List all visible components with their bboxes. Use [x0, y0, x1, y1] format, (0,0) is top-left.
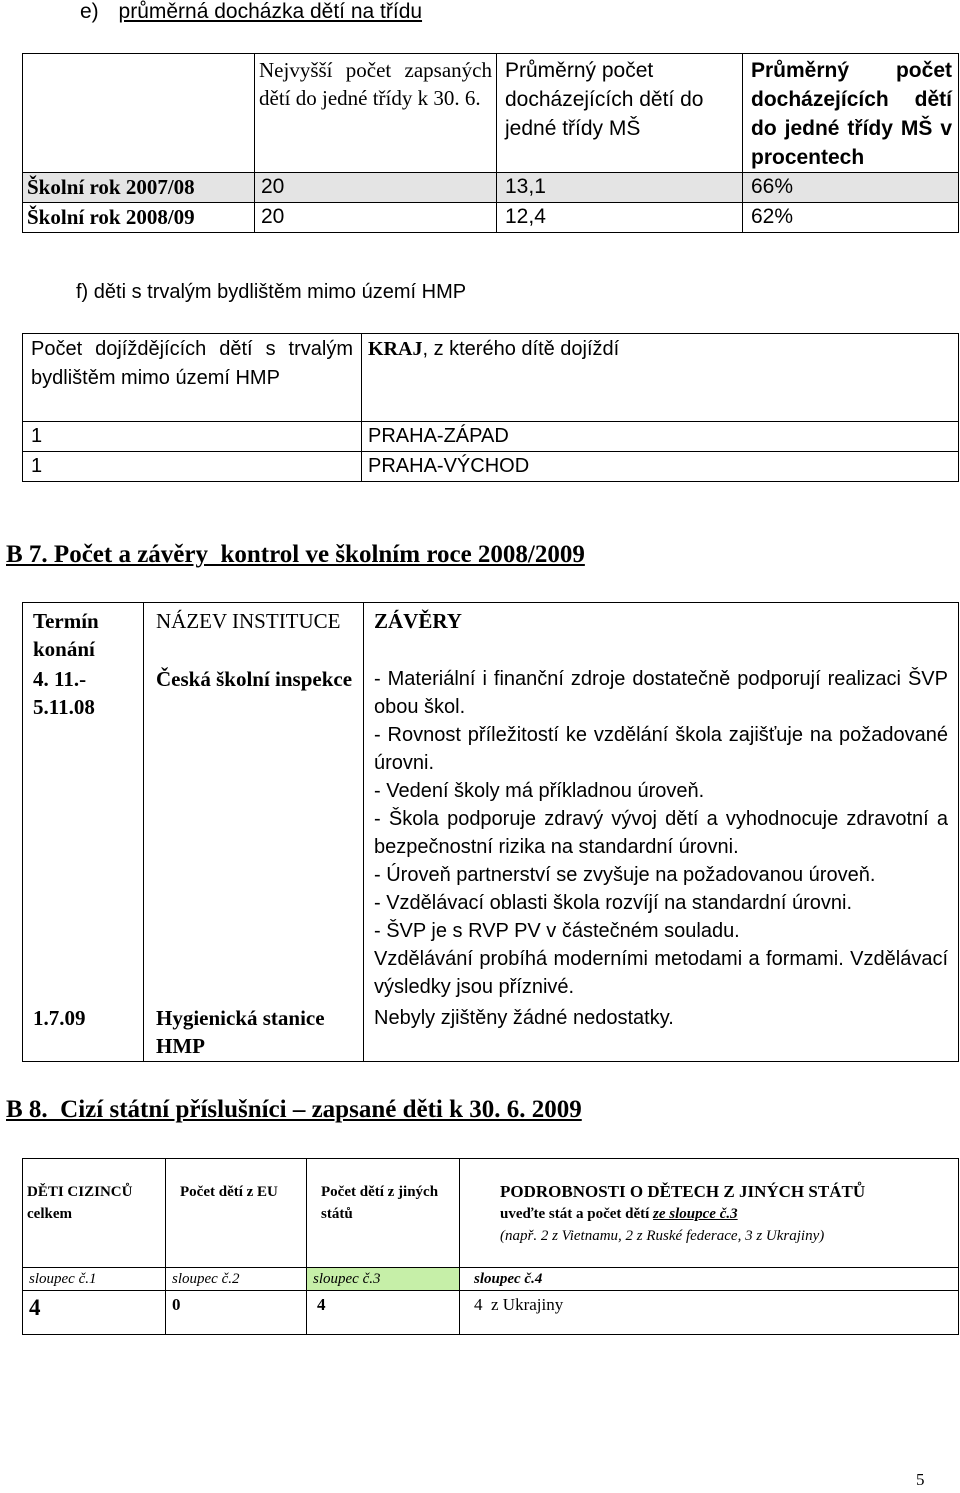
conclusion-item: Nebyly zjištěny žádné nedostatky.: [374, 1006, 674, 1029]
inspection-date: 4. 11.- 5.11.08: [23, 665, 144, 1004]
commuters-table: [22, 333, 959, 482]
inspection-date: 1.7.09: [23, 1004, 144, 1062]
attendance-header-empty: [23, 54, 255, 173]
attendance-year: Školní rok 2008/09: [23, 203, 255, 233]
attendance-header-row: [23, 54, 959, 173]
conclusion-item: - Rovnost příležitostí ke vzdělání škola zajišťuje na požadované úrovni.: [374, 723, 948, 774]
inspection-institution: Hygienická stanice HMP: [144, 1004, 364, 1062]
commuters-header-row: [23, 334, 959, 422]
attendance-row: [23, 203, 959, 233]
details-example: (např. 2 z Vietnamu, 2 z Ruské federace, 3 z Ukrajiny): [500, 1228, 825, 1244]
commuters-region: PRAHA-VÝCHOD: [362, 452, 959, 482]
section-b7-heading: B 7. Počet a závěry kontrol ve školním roce 2008/2009: [6, 541, 585, 568]
attendance-header-max: Nejvyšší počet zapsaných dětí do jedné třídy k 30. 6.: [255, 54, 497, 173]
foreigners-header-eu: Počet dětí z EU: [166, 1159, 307, 1268]
inspections-header-conclusions: ZÁVĚRY: [364, 603, 959, 665]
conclusion-item: - Úroveň partnerství se zvyšuje na požadovanou úroveň.: [374, 863, 876, 886]
column-label: sloupec č.4: [460, 1268, 959, 1291]
conclusion-item: Vzdělávání probíhá moderními metodami a formami. Vzdělávací výsledky jsou příznivé.: [374, 947, 948, 998]
column-label: sloupec č.1: [23, 1268, 166, 1291]
conclusion-item: - ŠVP je s RVP PV v částečném souladu.: [374, 919, 740, 942]
foreigners-header-total: DĚTI CIZINCŮ celkem: [23, 1159, 166, 1268]
attendance-header-avg-pct: Průměrný počet docházejících dětí do jedné třídy MŠ v procentech: [743, 54, 959, 173]
details-title: PODROBNOSTI O DĚTECH Z JINÝCH STÁTŮ: [500, 1182, 866, 1201]
section-e-title: [80, 0, 422, 24]
conclusion-item: - Vedení školy má příkladnou úroveň.: [374, 779, 705, 802]
attendance-pct: 66%: [743, 173, 959, 203]
attendance-row: [23, 173, 959, 203]
inspection-conclusions: [364, 1004, 959, 1062]
foreigners-other-value: 4: [307, 1291, 460, 1335]
conclusion-item: - Materiální i finanční zdroje dostatečně podporují realizaci ŠVP obou škol.: [374, 667, 948, 718]
section-f-title: f) děti s trvalým bydlištěm mimo území HMP: [76, 281, 467, 303]
foreigners-header-details: [460, 1159, 959, 1268]
column-label: sloupec č.2: [166, 1268, 307, 1291]
foreigners-eu-value: 0: [166, 1291, 307, 1335]
attendance-table: [22, 53, 959, 233]
foreigners-header-row: [23, 1159, 959, 1268]
commuters-header-count: Počet dojíždějících dětí s trvalým bydlištěm mimo území HMP: [23, 334, 362, 422]
inspection-institution: Česká školní inspekce: [144, 665, 364, 1004]
commuters-region: PRAHA-ZÁPAD: [362, 422, 959, 452]
foreigners-values-row: [23, 1291, 959, 1335]
foreigners-table: [22, 1158, 959, 1335]
attendance-max: 20: [255, 203, 497, 233]
attendance-year: Školní rok 2007/08: [23, 173, 255, 203]
column-label-highlighted: sloupec č.3: [307, 1268, 460, 1291]
details-instruction: uveďte stát a počet dětí ze sloupce č.3: [500, 1206, 738, 1222]
inspections-header-institution: NÁZEV INSTITUCE: [144, 603, 364, 665]
section-e-title-text: průměrná docházka dětí na třídu: [118, 0, 423, 23]
inspections-header-row: [23, 603, 959, 665]
attendance-header-avg: Průměrný počet docházejících dětí do jedné třídy MŠ: [497, 54, 743, 173]
attendance-max: 20: [255, 173, 497, 203]
inspections-header-date: Termín konání: [23, 603, 144, 665]
conclusion-item: - Škola podporuje zdravý vývoj dětí a vyhodnocuje zdravotní a bezpečnostní rizika na standardní úrovni.: [374, 807, 948, 858]
inspections-table: [22, 602, 959, 1062]
commuters-count: 1: [23, 422, 362, 452]
section-e-prefix: e): [80, 0, 99, 23]
foreigners-details-value: 4 z Ukrajiny: [460, 1291, 959, 1335]
inspections-row: [23, 665, 959, 1004]
commuters-count: 1: [23, 452, 362, 482]
conclusion-item: - Vzdělávací oblasti škola rozvíjí na standardní úrovni.: [374, 891, 853, 914]
section-b8-heading: B 8. Cizí státní příslušníci – zapsané děti k 30. 6. 2009: [6, 1096, 582, 1123]
inspections-row: [23, 1004, 959, 1062]
inspection-conclusions: [364, 665, 959, 1004]
foreigners-total-value: 4: [23, 1291, 166, 1335]
foreigners-header-other: Počet dětí z jiných států: [307, 1159, 460, 1268]
attendance-avg: 13,1: [497, 173, 743, 203]
commuters-header-region: KRAJ, z kterého dítě dojíždí: [362, 334, 959, 422]
page-number: 5: [916, 1470, 925, 1489]
attendance-pct: 62%: [743, 203, 959, 233]
commuters-row: [23, 422, 959, 452]
foreigners-labels-row: [23, 1268, 959, 1291]
commuters-row: [23, 452, 959, 482]
attendance-avg: 12,4: [497, 203, 743, 233]
